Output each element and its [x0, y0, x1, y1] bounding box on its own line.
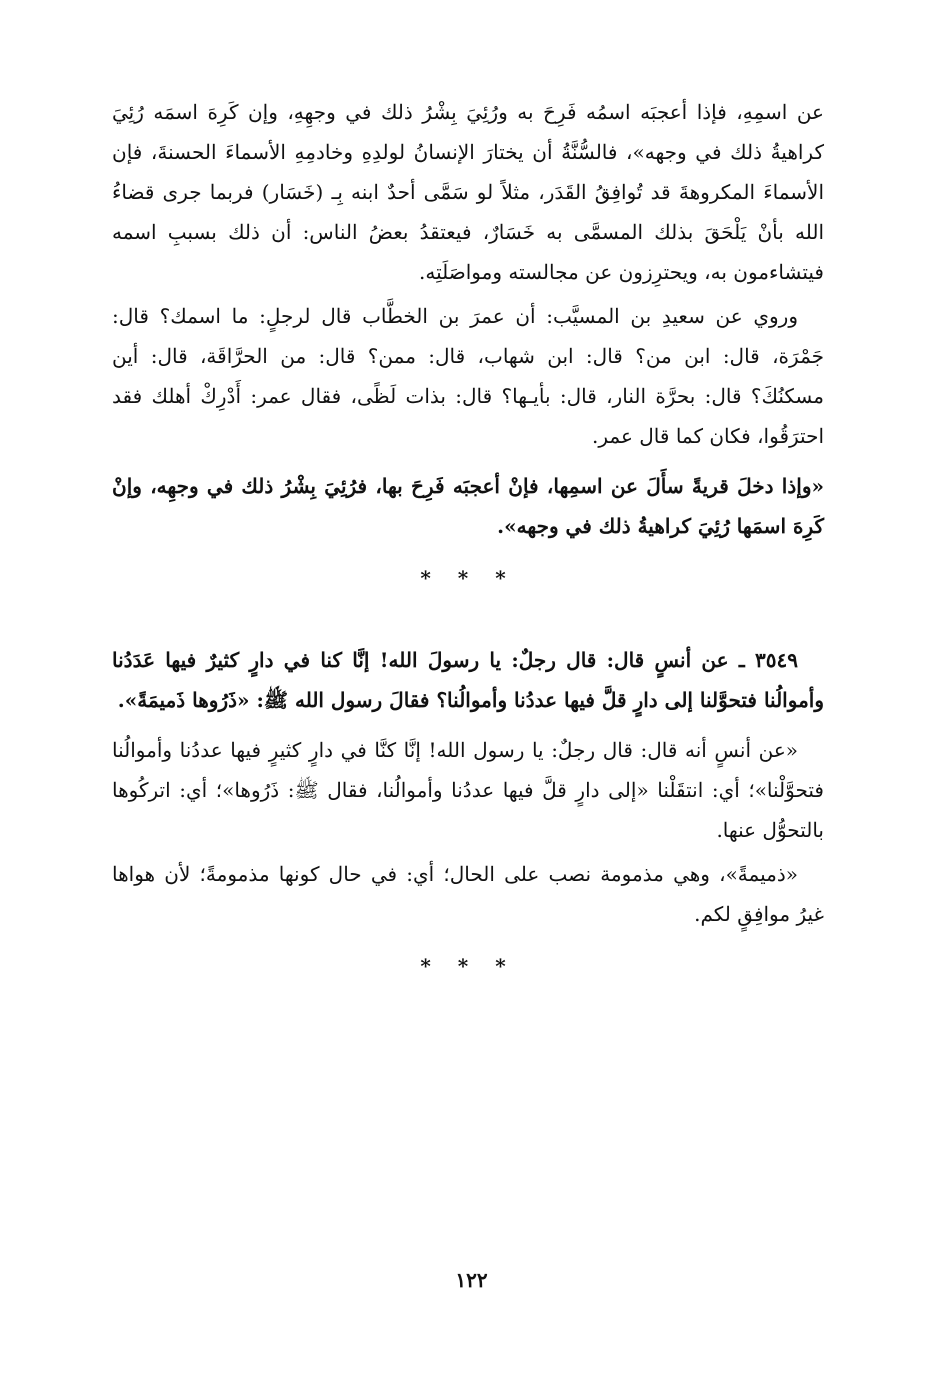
narration-paragraph: وروي عن سعيدِ بن المسيَّب: أن عمرَ بن الخطَّاب قال لرجلٍ: ما اسمك؟ قال: جَمْرَة، قال: ابن من؟ قال: ابن شهاب، قال: ممن؟ قال: من الحرَّاقَة، قال: أين مسكنُكَ؟ قال: بحرَّة النار، قال: بأيـها؟ قال: بذات لَظًى، فقال عمر: أَدْرِكْ أهلك فقد احترَقُوا، فكان كما قال عمر.	[112, 304, 824, 448]
commentary-paragraph: «ذميمةً»، وهي مذمومة نصب على الحال؛ أي: في حال كونها مذمومةً؛ لأن هواها غيرُ موافِقٍ لكم.	[112, 862, 824, 926]
section-separator: * * *	[420, 954, 516, 978]
commentary-paragraph: «عن أنسٍ أنه قال: قال رجلٌ: يا رسول الله! إنَّا كنَّا في دارٍ كثيرٍ فيها عددُنا وأموالُنا فتحوَّلْنا»؛ أي: انتقَلْنا «إلى دارٍ قلَّ فيها عددُنا وأموالُنا، فقال ﷺ: ذَرُوها»؛ أي: اتركُوها بالتحوُّل عنها.	[112, 738, 824, 842]
page-body	[112, 92, 824, 1028]
page-number: ١٢٢	[455, 1268, 488, 1292]
commentary-paragraph: عن اسمِهِ، فإذا أعجبَه اسمُه فَرِحَ به ورُئِيَ بِشْرُ ذلك في وجهِهِ، وإن كَرِهَ اسمَه رُئِيَ كراهيةُ ذلك في وجهه»، فالسُّنَّةُ أن يختارَ الإنسانُ لولدِهِ وخادمِهِ الأسماءَ الحسنةَ، فإن الأسماءَ المكروهةَ قد تُوافِقُ القَدَر، مثلاً لو سَمَّى أحدٌ ابنه بِـ (خَسَار) فربما جرى قضاءُ الله بأنْ يَلْحَقَ بذلك المسمَّى به خَسَارٌ، فيعتقدُ بعضُ الناس: أن ذلك بسببِ اسمه فيتشاءمون به، ويحترِزون عن مجالسته ومواصَلَتِه.	[112, 100, 825, 284]
section-separator: * * *	[420, 566, 516, 590]
hadith-text: ٣٥٤٩ ـ عن أنسٍ قال: قال رجلٌ: يا رسولَ الله! إنَّا كنا في دارٍ كثيرٌ فيها عَدَدُنا وأموالُنا فتحوَّلنا إلى دارٍ قلَّ فيها عددُنا وأموالُنا؟ فقالَ رسول الله ﷺ: «ذَرُوها ذَميمَةً».	[112, 648, 824, 712]
hadith-quote-paragraph: «وإذا دخلَ قريةً سأَلَ عن اسمِها، فإنْ أعجبَه فَرِحَ بها، فرُئِيَ بِشْرُ ذلك في وجهِه، وإنْ كَرِهَ اسمَها رُئِيَ كراهيةُ ذلك في وجهه».	[112, 474, 824, 538]
